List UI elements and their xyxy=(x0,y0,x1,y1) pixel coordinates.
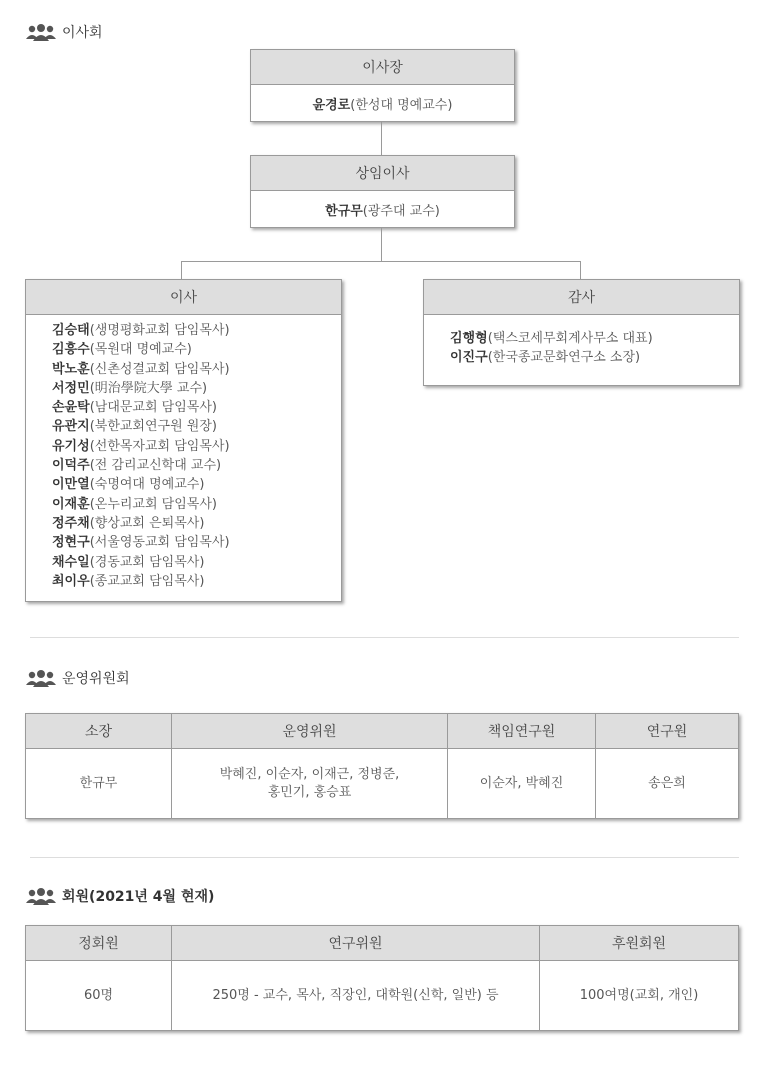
committee-section-title xyxy=(26,668,130,688)
member-name: 유관지 xyxy=(52,419,90,435)
member-name: 정현구 xyxy=(52,535,90,551)
members-title: 회원(2021년 4월 현재) xyxy=(62,889,215,905)
list-item xyxy=(52,456,341,475)
table-cell: 60명 xyxy=(26,961,172,1031)
member-name: 김행형 xyxy=(450,331,488,346)
standing-director-body xyxy=(251,191,514,227)
committee-table xyxy=(25,713,739,819)
table-cell: 박혜진, 이순자, 이재근, 정병준, 홍민기, 홍승표 xyxy=(172,749,448,819)
table-cell: 송은희 xyxy=(596,749,739,819)
standing-director-box xyxy=(250,155,515,228)
list-item xyxy=(52,360,341,379)
people-group-icon xyxy=(26,669,56,687)
member-desc: (목원대 명예교수) xyxy=(89,342,192,358)
list-item xyxy=(52,533,341,552)
connector-line xyxy=(381,227,382,262)
member-desc: (북한교회연구원 원장) xyxy=(89,419,217,435)
section-divider xyxy=(30,857,739,858)
member-desc: (택스코세무회계사무소 대표) xyxy=(487,331,653,346)
member-desc: (숙명여대 명예교수) xyxy=(89,477,205,493)
member-desc: (전 감리교신학대 교수) xyxy=(89,458,222,474)
table-cell: 250명 - 교수, 목사, 직장인, 대학원(신학, 일반) 등 xyxy=(172,961,540,1031)
list-item xyxy=(450,329,739,348)
member-name: 이재훈 xyxy=(52,496,90,512)
table-header-row xyxy=(26,926,739,961)
chair-desc: (한성대 명예교수) xyxy=(350,97,453,113)
table-header-cell: 정회원 xyxy=(26,926,172,961)
table-header-cell: 책임연구원 xyxy=(448,714,596,749)
auditors-list xyxy=(424,315,739,368)
member-desc: (남대문교회 담임목사) xyxy=(89,400,217,416)
member-desc: (한국종교문화연구소 소장) xyxy=(487,350,641,366)
member-desc: (향상교회 은퇴목사) xyxy=(89,515,205,531)
member-name: 손윤탁 xyxy=(52,400,90,416)
member-desc: (온누리교회 담임목사) xyxy=(89,496,217,512)
list-item xyxy=(52,475,341,494)
list-item xyxy=(52,495,341,514)
member-name: 유기성 xyxy=(52,438,90,454)
standing-director-desc: (광주대 교수) xyxy=(362,203,440,219)
member-desc: (선한목자교회 담임목사) xyxy=(89,438,230,454)
member-name: 이진구 xyxy=(450,350,488,366)
list-item xyxy=(52,437,341,456)
table-header-cell: 연구원 xyxy=(596,714,739,749)
section-divider xyxy=(30,637,739,638)
chair-box xyxy=(250,49,515,122)
list-item xyxy=(52,417,341,436)
people-group-icon xyxy=(26,23,56,41)
list-item xyxy=(52,514,341,533)
table-cell: 100여명(교회, 개인) xyxy=(540,961,739,1031)
list-item xyxy=(52,553,341,572)
table-header-cell: 운영위원 xyxy=(172,714,448,749)
member-name: 김흥수 xyxy=(52,342,90,358)
member-desc: (경동교회 담임목사) xyxy=(89,554,205,570)
list-item xyxy=(52,572,341,591)
committee-title: 운영위원회 xyxy=(62,671,130,687)
members-table xyxy=(25,925,739,1031)
auditors-box xyxy=(423,279,740,386)
connector-line xyxy=(181,261,182,280)
member-desc: (종교교회 담임목사) xyxy=(89,573,205,589)
standing-director-header: 상임이사 xyxy=(251,156,514,191)
table-header-row xyxy=(26,714,739,749)
members-section-title xyxy=(26,886,214,906)
member-desc: (서울영동교회 담임목사) xyxy=(89,535,230,551)
list-item xyxy=(52,340,341,359)
member-name: 최이우 xyxy=(52,573,90,589)
table-row xyxy=(26,961,739,1031)
board-title: 이사회 xyxy=(62,25,103,41)
table-row xyxy=(26,749,739,819)
member-name: 김승태 xyxy=(52,323,90,338)
table-cell: 이순자, 박혜진 xyxy=(448,749,596,819)
connector-line xyxy=(381,121,382,156)
member-name: 정주채 xyxy=(52,515,90,531)
member-name: 박노훈 xyxy=(52,361,90,377)
people-group-icon xyxy=(26,887,56,905)
table-header-cell: 후원회원 xyxy=(540,926,739,961)
member-desc: (신촌성결교회 담임목사) xyxy=(89,361,230,377)
member-name: 서정민 xyxy=(52,380,90,396)
list-item xyxy=(52,379,341,398)
standing-director-name: 한규무 xyxy=(325,203,363,219)
directors-box xyxy=(25,279,342,602)
member-desc: (明治學院大學 교수) xyxy=(89,380,208,396)
member-name: 이만열 xyxy=(52,477,90,493)
list-item xyxy=(52,321,341,340)
directors-list xyxy=(26,315,341,591)
chair-body xyxy=(251,85,514,121)
chair-header: 이사장 xyxy=(251,50,514,85)
table-cell: 한규무 xyxy=(26,749,172,819)
member-desc: (생명평화교회 담임목사) xyxy=(89,323,230,338)
member-name: 이덕주 xyxy=(52,458,90,474)
connector-line xyxy=(181,261,581,262)
list-item xyxy=(450,348,739,367)
auditors-header: 감사 xyxy=(424,280,739,315)
table-header-cell: 소장 xyxy=(26,714,172,749)
directors-header: 이사 xyxy=(26,280,341,315)
member-name: 채수일 xyxy=(52,554,90,570)
connector-line xyxy=(580,261,581,280)
board-section-title xyxy=(26,22,103,42)
list-item xyxy=(52,398,341,417)
chair-name: 윤경로 xyxy=(312,97,351,113)
table-header-cell: 연구위원 xyxy=(172,926,540,961)
